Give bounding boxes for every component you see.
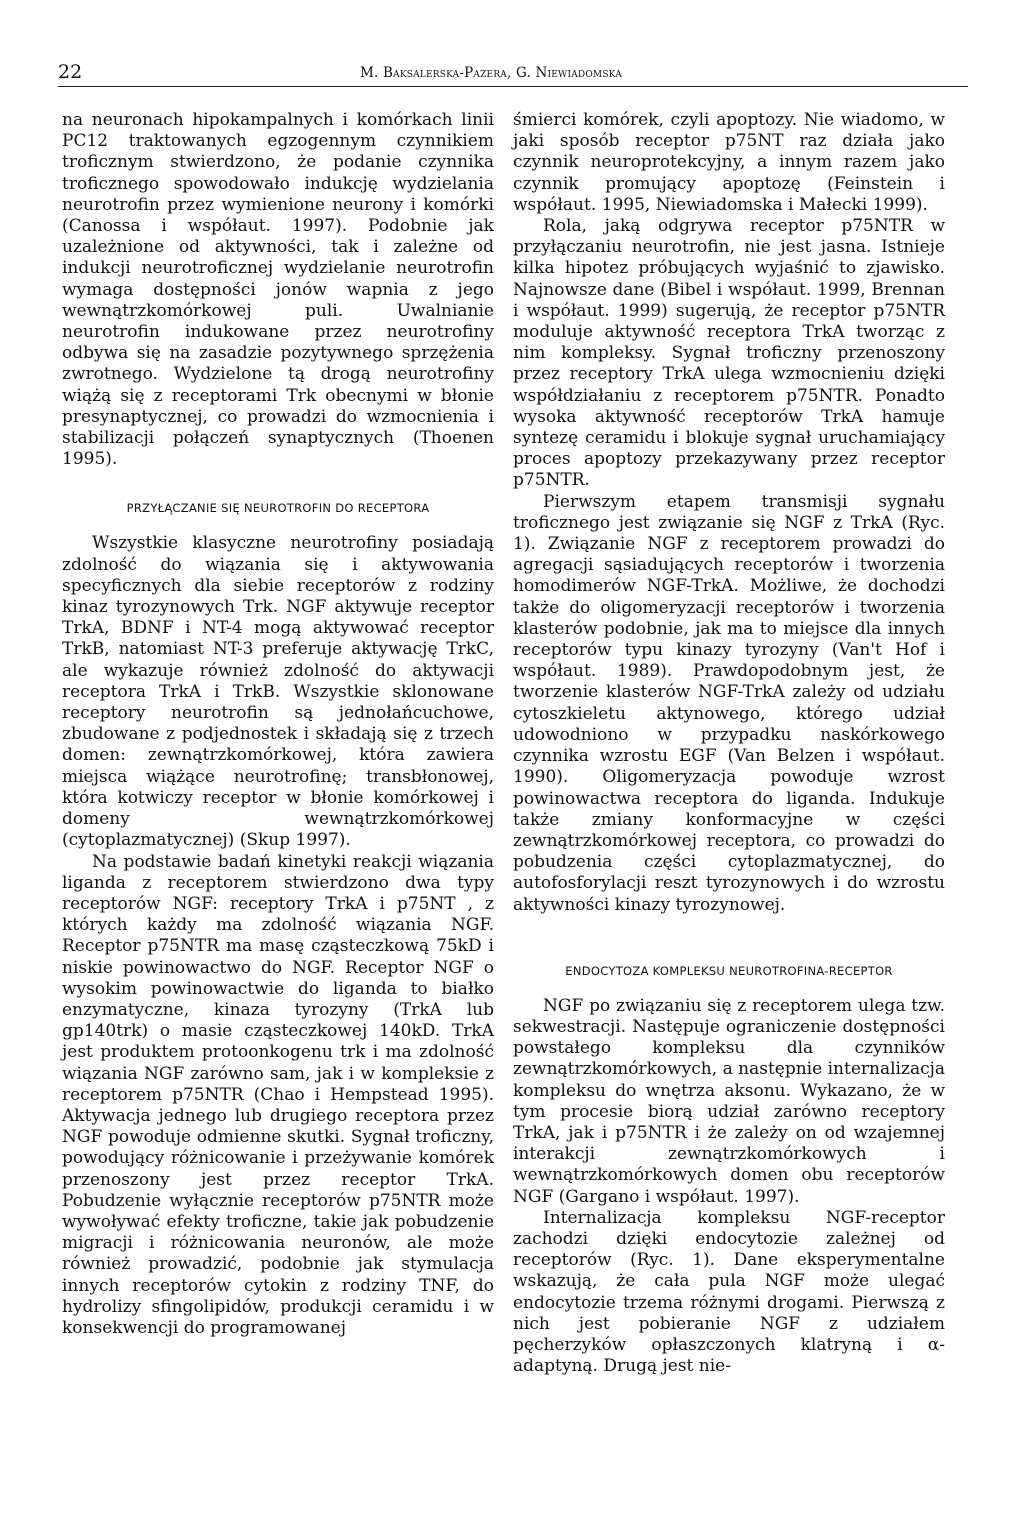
running-head-authors: M. Baksalerska-Pazera, G. Niewiadomska xyxy=(360,65,622,81)
body-paragraph: Internalizacja kompleksu NGF-receptor zachodzi dzięki endocytozie zależnej od receptorów (Ryc. 1). Dane eksperymentalne wskazują, że cała pula NGF może ulegać endocytozie trzema różnymi drogami. Pierwszą z nich jest pobieranie NGF z udziałem pęcherzyków opłaszczonych klatryną i α-adaptyną. Drugą jest nie- xyxy=(513,1207,945,1377)
left-column xyxy=(62,110,494,1339)
body-paragraph: Wszystkie klasyczne neurotrofiny posiadają zdolność do wiązania się i aktywowania specyficznych dla siebie receptorów z rodziny kinaz tyrozynowych Trk. NGF aktywuje receptor TrkA, BDNF i NT-4 mogą aktywować receptor TrkB, natomiast NT-3 preferuje aktywację TrkC, ale wykazuje również zdolność do aktywacji receptora TrkA i TrkB. Wszystkie sklonowane receptory neurotrofin są jednołańcuchowe, zbudowane z podjednostek i składają się z trzech domen: zewnątrzkomórkowej, która zawiera miejsca wiążące neurotrofinę; transbłonowej, która kotwiczy receptor w błonie komórkowej i domeny wewnątrzkomórkowej (cytoplazmatycznej) (Skup 1997). xyxy=(62,533,494,851)
body-paragraph: na neuronach hipokampalnych i komórkach linii PC12 traktowanych egzogennym czynnikiem troficznym stwierdzono, że podanie czynnika troficznego spowodowało indukcję wydzielania neurotrofin przez wymienione neurony i komórki (Canossa i współaut. 1997). Podobnie jak uzależnione od aktywności, tak i zależne od indukcji neurotroficznej wydzielanie neurotrofin wymaga dostępności jonów wapnia z jego wewnątrzkomórkowej puli. Uwalnianie neurotrofin indukowane przez neurotrofiny odbywa się na zasadzie pozytywnego sprzężenia zwrotnego. Wydzielone tą drogą neurotrofiny wiążą się z receptorami Trk obecnymi w błonie presynaptycznej, co prowadzi do wzmocnienia i stabilizacji połączeń synaptycznych (Thoenen 1995). xyxy=(62,110,494,470)
body-paragraph: śmierci komórek, czyli apoptozy. Nie wiadomo, w jaki sposób receptor p75NT raz działa jako czynnik neuroprotekcyjny, a innym razem jako czynnik promujący apoptozę (Feinstein i współaut. 1995, Niewiadomska i Małecki 1999). xyxy=(513,110,945,215)
right-column xyxy=(513,110,945,1377)
body-paragraph: Na podstawie badań kinetyki reakcji wiązania liganda z receptorem stwierdzono dwa typy receptorów NGF: receptory TrkA i p75NT , z których każdy ma zdolność wiązania NGF. Receptor p75NTR ma masę cząsteczkową 75kD i niskie powinowactwo do NGF. Receptor NGF o wysokim powinowactwie do liganda to białko enzymatyczne, kinaza tyrozyny (TrkA lub gp140trk) o masie cząsteczkowej 140kD. TrkA jest produktem protoonkogenu trk i ma zdolność wiązania NGF zarówno sam, jak i w kompleksie z receptorem p75NTR (Chao i Hempstead 1995). Aktywacja jednego lub drugiego receptora przez NGF powoduje odmienne skutki. Sygnał troficzny, powodujący różnicowanie i przeżywanie komórek przenoszony jest przez receptor TrkA. Pobudzenie wyłącznie receptorów p75NTR może wywoływać efekty troficzne, takie jak pobudzenie migracji i różnicowania neuronów, ale może również prowadzić, podobnie jak stymulacja innych receptorów cytokin z rodziny TNF, do hydrolizy sfingolipidów, produkcji ceramidu i w konsekwencji do programowanej xyxy=(62,851,494,1338)
section-heading: PRZYŁĄCZANIE SIĘ NEUROTROFIN DO RECEPTORA xyxy=(126,501,430,516)
section-heading: ENDOCYTOZA KOMPLEKSU NEUROTROFINA-RECEPTOR xyxy=(565,963,893,978)
body-paragraph: NGF po związaniu się z receptorem ulega tzw. sekwestracji. Następuje ograniczenie dostępności powstałego kompleksu dla czynników zewnątrzkomórkowych, a następnie internalizacja kompleksu do wnętrza aksonu. Wykazano, że w tym procesie biorą udział zarówno receptory TrkA, jak i p75NTR i że zależy on od wzajemnej interakcji zewnątrzkomórkowych i wewnątrzkomórkowych domen obu receptorów NGF (Gargano i współaut. 1997). xyxy=(513,995,945,1207)
body-paragraph: Rola, jaką odgrywa receptor p75NTR w przyłączaniu neurotrofin, nie jest jasna. Istnieje kilka hipotez próbujących wyjaśnić to zjawisko. Najnowsze dane (Bibel i współaut. 1999, Brennan i współaut. 1999) sugerują, że receptor p75NTR moduluje aktywność receptora TrkA tworząc z nim kompleksy. Sygnał troficzny przenoszony przez receptory TrkA ulega wzmocnieniu dzięki współdziałaniu z receptorem p75NTR. Ponadto wysoka aktywność receptorów TrkA hamuje syntezę ceramidu i blokuje sygnał uruchamiający proces apoptozy przekazywany przez receptor p75NTR. xyxy=(513,216,945,491)
body-paragraph: Pierwszym etapem transmisji sygnału troficznego jest związanie się NGF z TrkA (Ryc. 1). Związanie NGF z receptorem prowadzi do agregacji sąsiadujących receptorów i tworzenia homodimerów NGF-TrkA. Możliwe, że dochodzi także do oligomeryzacji receptorów i tworzenia klasterów podobnie, jak ma to miejsce dla innych receptorów typu kinazy tyrozyny (Van't Hof i współaut. 1989). Prawdopodobnym jest, że tworzenie klasterów NGF-TrkA zależy od udziału cytoszkieletu aktynowego, którego udział udowodniono w przypadku naskórkowego czynnika wzrostu EGF (Van Belzen i współaut. 1990). Oligomeryzacja powoduje wzrost powinowactwa receptora do liganda. Indukuje także zmiany konformacyjne w części zewnątrzkomórkowej receptora, co prowadzi do pobudzenia części cytoplazmatycznej, do autofosforylacji reszt tyrozynowych i do wzrostu aktywności kinazy tyrozynowej. xyxy=(513,491,945,915)
page-number: 22 xyxy=(58,61,83,83)
page-header xyxy=(58,60,968,87)
